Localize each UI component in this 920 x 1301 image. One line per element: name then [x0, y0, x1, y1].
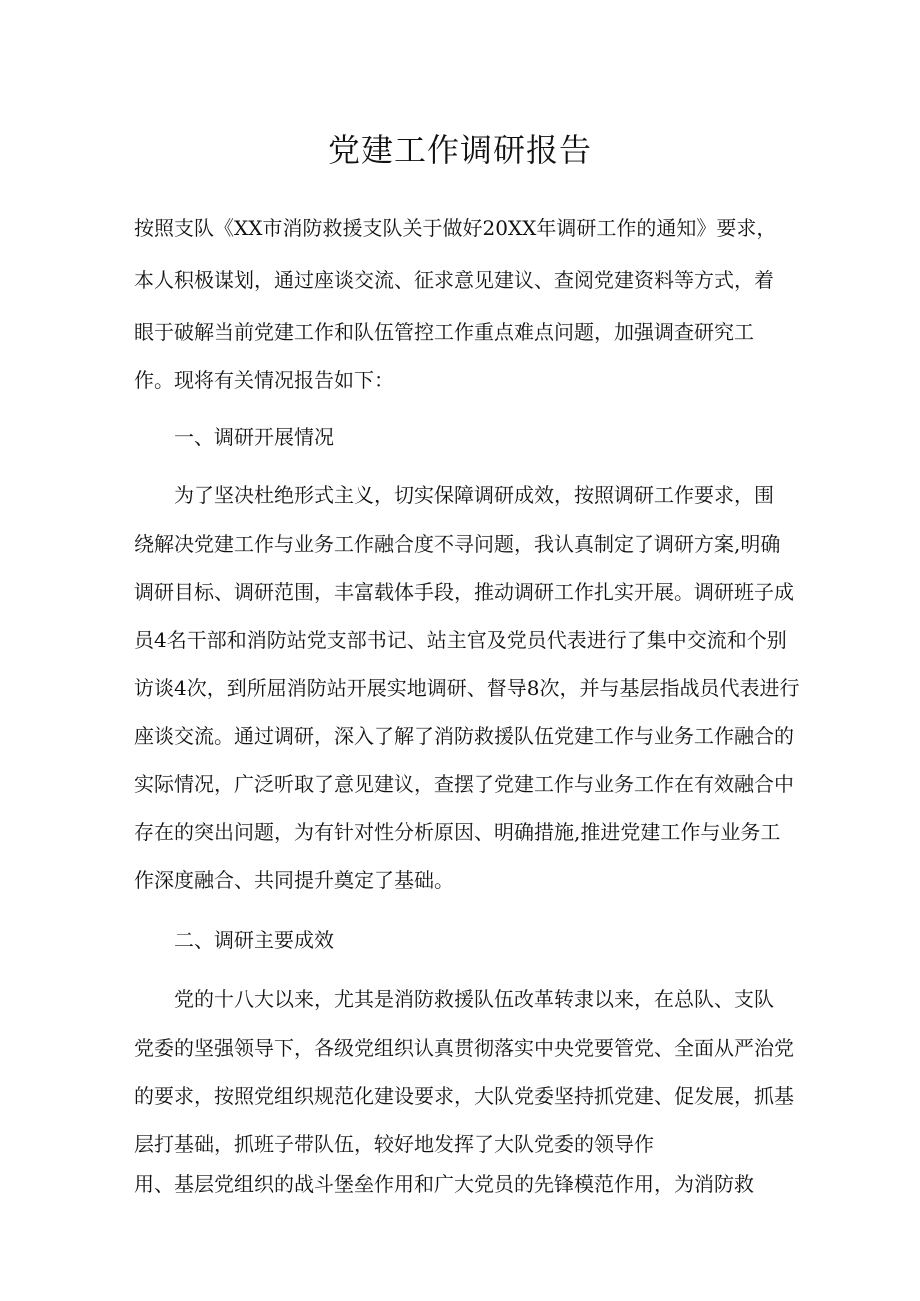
- section1-line-9: 作深度融合、共同提升奠定了基础。: [134, 868, 454, 892]
- section2-line-1: 党的十八大以来，尤其是消防救援队伍改革转隶以来，在总队、支队: [174, 987, 774, 1011]
- section1-line-5: 访谈4次，到所屈消防站开展实地调研、督导8次，并与基层指战员代表进行: [134, 676, 800, 700]
- intro-line-4: 作。现将有关情况报告如下：: [134, 368, 394, 392]
- section2-line-3: 的要求，按照党组织规范化建设要求，大队党委坚持抓党建、促发展，抓基: [134, 1084, 794, 1108]
- section1-line-4: 员4名干部和消防站党支部书记、站主官及党员代表进行了集中交流和个别: [134, 628, 787, 652]
- section2-line-2: 党委的坚强领导下，各级党组织认真贯彻落实中央党要管党、全面从严治党: [134, 1036, 794, 1060]
- intro-line-3: 眼于破解当前党建工作和队伍管控工作重点难点问题，加强调查研究工: [134, 320, 754, 344]
- section2-line-4: 层打基础，抓班子带队伍，较好地发挥了大队党委的领导作: [134, 1132, 654, 1156]
- section1-line-2: 绕解决党建工作与业务工作融合度不寻问题，我认真制定了调研方案,明确: [134, 532, 781, 556]
- section1-line-1: 为了坚决杜绝形式主义，切实保障调研成效，按照调研工作要求，围: [174, 483, 774, 507]
- section2-heading: 二、调研主要成效: [174, 928, 334, 952]
- section1-line-6: 座谈交流。通过调研，深入了解了消防救援队伍党建工作与业务工作融合的: [134, 724, 794, 748]
- intro-line-1: 按照支队《XX市消防救援支队关于做好20XX年调研工作的通知》要求，: [134, 216, 777, 240]
- section1-line-8: 存在的突出问题，为有针对性分析原因、明确措施,推进党建工作与业务工: [134, 820, 781, 844]
- section1-heading: 一、调研开展情况: [174, 425, 334, 449]
- section2-line-5: 用、基层党组织的战斗堡垒作用和广大党员的先锋模范作用，为消防救: [134, 1172, 754, 1196]
- document-title: 党建工作调研报告: [327, 131, 592, 169]
- section1-line-7: 实际情况，广泛听取了意见建议，查摆了党建工作与业务工作在有效融合中: [134, 772, 794, 796]
- section1-line-3: 调研目标、调研范围，丰富载体手段，推动调研工作扎实开展。调研班子成: [134, 580, 794, 604]
- intro-line-2: 本人积极谋划，通过座谈交流、征求意见建议、查阅党建资料等方式，着: [134, 268, 774, 292]
